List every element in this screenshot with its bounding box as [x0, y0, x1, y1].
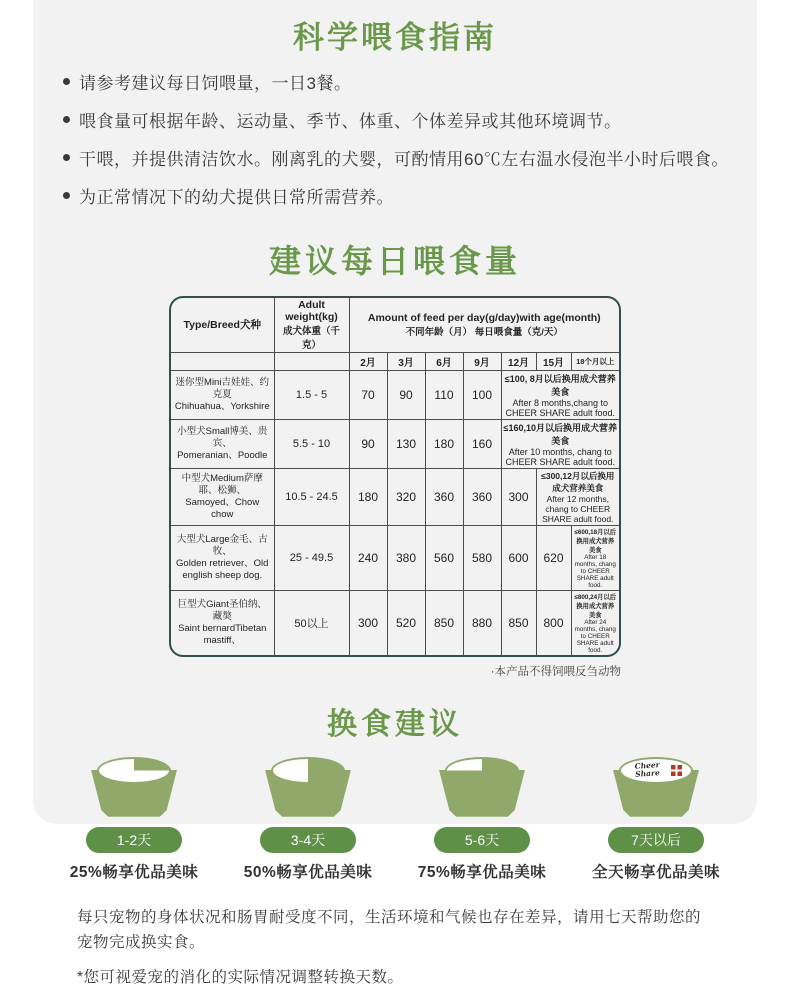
- bullet-item: [63, 73, 739, 96]
- closing-note: 每只宠物的身体状况和肠胃耐受度不同，生活环境和气候也存在差异，请用七天帮助您的宠物完成换实食。: [77, 908, 702, 951]
- brand-logo: [634, 761, 660, 779]
- value-cell: 580: [463, 525, 501, 590]
- note-en: After 8 months,chang to CHEER SHARE adult food.: [505, 397, 616, 418]
- empty-cell: [274, 352, 349, 370]
- table-row: [171, 525, 619, 590]
- weight-cell: 5.5 - 10: [274, 419, 349, 468]
- dog-bowl-icon: [262, 757, 354, 817]
- note-en: After 18 months, chang to CHEER SHARE adult food.: [574, 553, 616, 589]
- note-en: After 10 months, chang to CHEER SHARE adult food.: [505, 446, 616, 467]
- value-cell: 180: [349, 468, 387, 525]
- value-cell: 180: [425, 419, 463, 468]
- breed-en: Pomeranian、Poodle: [177, 449, 268, 461]
- day-range-pill: 7天以后: [608, 827, 704, 853]
- weight-cell: 25 - 49.5: [274, 525, 349, 590]
- content-panel: [33, 0, 757, 987]
- table-row: [171, 370, 619, 419]
- note-cell: [501, 419, 619, 468]
- bullet-text: 请参考建议每日饲喂量，一日3餐。: [79, 74, 352, 93]
- bullet-text: 为正常情况下的幼犬提供日常所需营养。: [79, 187, 394, 207]
- table-month-row: [171, 352, 619, 370]
- month-col-header: 15月: [536, 352, 571, 370]
- value-cell: 620: [536, 525, 571, 590]
- feeding-table-frame: [169, 296, 621, 657]
- transition-step: [396, 757, 568, 882]
- dog-bowl-icon: [88, 757, 180, 817]
- weight-cell: 50以上: [274, 590, 349, 655]
- step-label: 全天畅享优品美味: [591, 863, 720, 881]
- month-col-header: 2月: [349, 352, 387, 370]
- transition-step: [48, 757, 220, 882]
- value-cell: 130: [387, 419, 425, 468]
- value-cell: 160: [463, 419, 501, 468]
- col-header-breed-label: Type/Breed犬种: [183, 319, 261, 332]
- value-cell: 360: [425, 468, 463, 525]
- note-en: After 24 months, chang to CHEER SHARE adult food.: [574, 618, 616, 654]
- bullet-dot-icon: [63, 154, 70, 161]
- bullet-item: [63, 111, 739, 134]
- transition-step: [570, 757, 742, 882]
- value-cell: 90: [349, 419, 387, 468]
- bowl-fill-pie: [271, 757, 345, 784]
- month-col-header: 9月: [463, 352, 501, 370]
- weight-cell: 1.5 - 5: [274, 370, 349, 419]
- bullet-item: [63, 149, 739, 172]
- breed-cell: [171, 419, 274, 468]
- value-cell: 110: [425, 370, 463, 419]
- breed-en: Samoyed、Chow chow: [185, 496, 260, 520]
- col-header-weight-cn: 成犬体重（千克）: [282, 325, 340, 351]
- month-col-header: 18个月以上: [571, 352, 619, 370]
- bullet-dot-icon: [63, 78, 70, 85]
- breed-cell: [171, 370, 274, 419]
- value-cell: 800: [536, 590, 571, 655]
- col-header-amount-cn: 不同年龄（月） 每日喂食量（克/天）: [405, 326, 563, 338]
- col-header-weight-en: Adult weight(kg): [285, 298, 338, 323]
- value-cell: 600: [501, 525, 536, 590]
- value-cell: 300: [501, 468, 536, 525]
- dog-bowl-icon: [610, 757, 702, 817]
- breed-en: Golden retriever、Old english sheep dog.: [176, 557, 269, 581]
- weight-cell: 10.5 - 24.5: [274, 468, 349, 525]
- bullet-text: 干喂，并提供清洁饮水。刚离乳的犬婴，可酌情用60℃左右温水侵泡半小时后喂食。: [79, 149, 729, 169]
- breed-cn: 中型犬Medium萨摩耶、松狮、: [181, 473, 263, 496]
- dog-bowl-icon: [436, 757, 528, 817]
- value-cell: 320: [387, 468, 425, 525]
- breed-cell: [171, 525, 274, 590]
- bullet-item: [63, 187, 739, 210]
- note-cell: [571, 590, 619, 655]
- empty-cell: [171, 352, 274, 370]
- note-cn: ≤100, 8月以后换用成犬营养美食: [504, 373, 616, 397]
- table-footnote: ·本产品不得饲喂反刍动物: [490, 665, 621, 678]
- breed-cn: 迷你型Mini吉娃娃、约克夏: [175, 376, 269, 400]
- step-label: 25%畅享优品美味: [69, 863, 199, 881]
- day-range-pill: 5-6天: [434, 827, 530, 853]
- note-cn: ≤600,18月以后换用成犬营养美食: [574, 528, 617, 554]
- bullet-dot-icon: [63, 116, 70, 123]
- value-cell: 240: [349, 525, 387, 590]
- breed-cn: 小型犬Small博美、贵宾、: [177, 425, 268, 449]
- breed-en: Saint bernardTibetan mastiff、: [178, 622, 267, 646]
- value-cell: 90: [387, 370, 425, 419]
- bullet-text: 喂食量可根据年龄、运动量、季节、体重、个体差异或其他环境调节。: [79, 111, 622, 131]
- bowl-fill-pie: [97, 757, 171, 784]
- breed-cn: 大型犬Large金毛、古牧、: [176, 534, 268, 557]
- brand-logo-line2: Share: [634, 768, 660, 779]
- month-col-header: 12月: [501, 352, 536, 370]
- month-col-header: 3月: [387, 352, 425, 370]
- breed-cell: [171, 590, 274, 655]
- feeding-table: [171, 298, 619, 655]
- col-header-breed: [171, 298, 274, 353]
- transition-step: [222, 757, 394, 882]
- col-header-weight: [274, 298, 349, 353]
- step-label: 50%畅享优品美味: [243, 863, 373, 881]
- breed-cell: [171, 468, 274, 525]
- brand-logo-line1: Cheer: [634, 759, 660, 771]
- intro-bullets: [63, 73, 739, 210]
- value-cell: 520: [387, 590, 425, 655]
- transition-title: 换食建议: [327, 707, 463, 741]
- note-cn: ≤800,24月以后换用成犬营养美食: [574, 593, 617, 619]
- day-range-pill: 3-4天: [260, 827, 356, 853]
- value-cell: 850: [501, 590, 536, 655]
- bowl-fill-pie: [619, 757, 693, 784]
- bullet-dot-icon: [63, 192, 70, 199]
- value-cell: 360: [463, 468, 501, 525]
- note-cn: ≤160,10月以后换用成犬营养美食: [503, 422, 617, 446]
- note-cell: [501, 370, 619, 419]
- feeding-table-title: 建议每日喂食量: [268, 242, 521, 279]
- table-row: [171, 419, 619, 468]
- month-col-header: 6月: [425, 352, 463, 370]
- note-cell: [536, 468, 619, 525]
- day-range-pill: 1-2天: [86, 827, 182, 853]
- closing-note-2: *您可视爱宠的消化的实际情况调整转换天数。: [77, 969, 404, 987]
- bowl-fill-pie: [445, 757, 519, 784]
- value-cell: 300: [349, 590, 387, 655]
- value-cell: 560: [425, 525, 463, 590]
- page-title: 科学喂食指南: [293, 20, 497, 55]
- value-cell: 70: [349, 370, 387, 419]
- breed-cn: 巨型犬Giant圣伯纳、藏獒: [177, 599, 267, 622]
- table-header-row: [171, 298, 619, 353]
- value-cell: 380: [387, 525, 425, 590]
- step-label: 75%畅享优品美味: [417, 863, 547, 881]
- breed-en: Chihuahua、Yorkshire: [174, 400, 270, 412]
- table-row: [171, 590, 619, 655]
- value-cell: 850: [425, 590, 463, 655]
- note-en: After 12 months, chang to CHEER SHARE adult food.: [542, 493, 614, 524]
- table-row: [171, 468, 619, 525]
- col-header-amount: [349, 298, 619, 353]
- value-cell: 100: [463, 370, 501, 419]
- brand-stamp-icon: [671, 765, 682, 776]
- col-header-amount-en: Amount of feed per day(g/day)with age(month): [367, 311, 601, 324]
- note-cell: [571, 525, 619, 590]
- value-cell: 880: [463, 590, 501, 655]
- note-cn: ≤300,12月以后换用成犬营养美食: [541, 470, 615, 493]
- transition-steps: [33, 757, 757, 882]
